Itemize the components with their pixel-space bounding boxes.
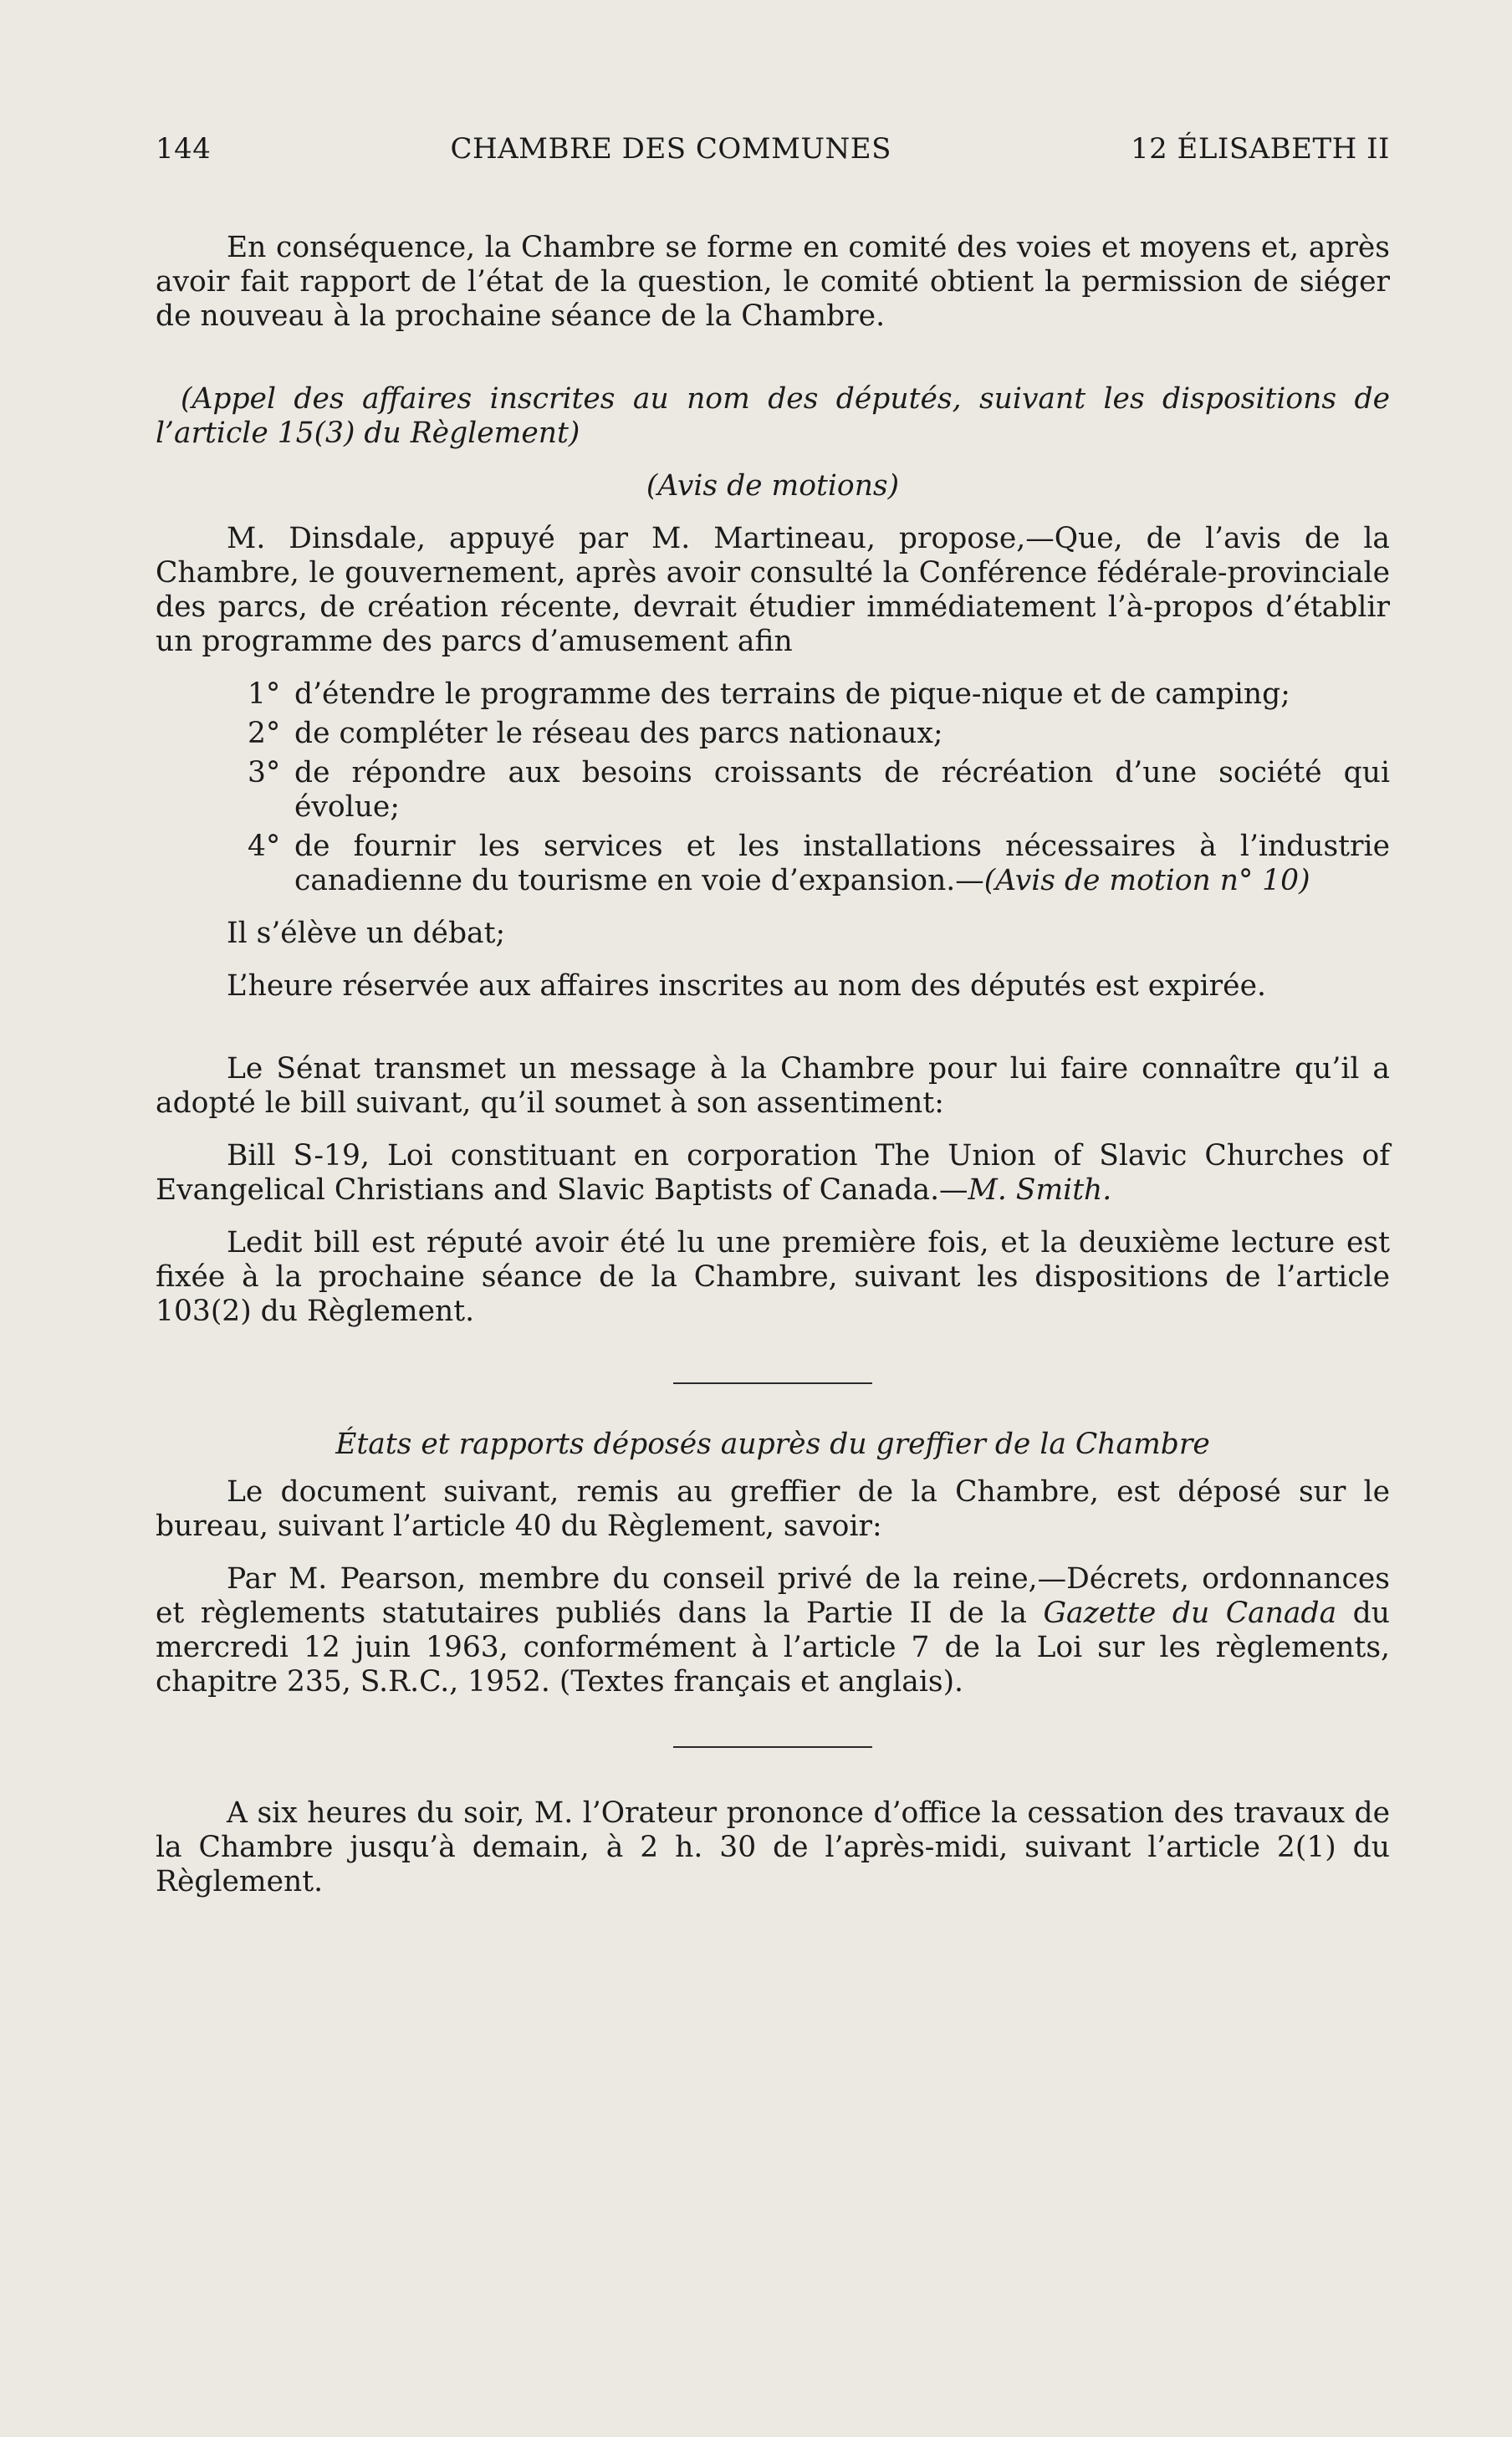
pearson-text-2: du mercredi 12 juin 1963, conformément à l’article 7 de la Loi sur les règlements, chapitre 235, S.R.C., 1952. (Textes français et anglais). [156,1597,1390,1699]
pearson-paragraph [156,1562,1390,1699]
list-item-text [294,830,1390,898]
bill-s19 [156,1139,1390,1208]
section-divider [673,1382,872,1384]
list-item [156,830,1390,898]
motion-reference: (Avis de motion n° 10) [983,864,1310,897]
section-divider [673,1746,872,1748]
page-number: 144 [156,132,212,166]
list-item-number: 1° [248,677,281,711]
list-item [156,717,1390,751]
avis-heading: (Avis de motions) [646,469,900,503]
paragraph-committee: En conséquence, la Chambre se forme en comité des voies et moyens et, après avoir fait rapport de l’état de la question, le comité obtient la permission de siéger de nouveau à la prochaine séance de la Chambre. [156,231,1390,333]
bill-text: Bill S-19, Loi constituant en corporation The Union of Slavic Churches of Evangelical Christians and Slavic Baptists of Canada.— [156,1139,1390,1207]
bill-reading-note: Ledit bill est réputé avoir été lu une première fois, et la deuxième lecture est fixée à la prochaine séance de la Chambre, suivant les dispositions de l’article 103(2) du Règlement. [156,1226,1390,1328]
bill-sponsor: M. Smith. [968,1173,1112,1207]
senate-message: Le Sénat transmet un message à la Chambre pour lui faire connaître qu’il a adopté le bill suivant, qu’il soumet à son assentiment: [156,1052,1390,1120]
list-item-text: d’étendre le programme des terrains de pique-nique et de camping; [294,677,1290,711]
list-item-number: 4° [248,830,281,863]
motion-intro: M. Dinsdale, appuyé par M. Martineau, propose,—Que, de l’avis de la Chambre, le gouvernement, après avoir consulté la Conférence fédérale-provinciale des parcs, de création récente, devrait étudier immédiatement l’à-propos d’établir un programme des parcs d’amusement afin [156,522,1390,658]
list-item-text: de répondre aux besoins croissants de récréation d’une société qui évolue; [294,756,1390,824]
document-tabled: Le document suivant, remis au greffier de la Chambre, est déposé sur le bureau, suivant l’article 40 du Règlement, savoir: [156,1475,1390,1543]
debate-note: Il s’élève un débat; [227,917,506,950]
page-title: CHAMBRE DES COMMUNES [450,132,891,166]
list-item [156,756,1390,825]
adjournment-paragraph: A six heures du soir, M. l’Orateur prononce d’office la cessation des travaux de la Chambre jusqu’à demain, à 2 h. 30 de l’après-midi, suivant l’article 2(1) du Règlement. [156,1796,1390,1898]
pearson-text-1: Par M. Pearson, membre du conseil privé de la reine,—Décrets, ordonnances et règlements statutaires publiés dans la Partie II de la [156,1562,1390,1630]
list-item-text: de compléter le réseau des parcs nationaux; [294,717,943,750]
list-item-number: 3° [248,756,281,789]
regnal-year: 12 ÉLISABETH II [1130,132,1390,166]
running-header [156,132,1390,166]
list-item [156,677,1390,712]
gazette-title: Gazette du Canada [1043,1597,1337,1630]
list-item-body: de fournir les services et les installations nécessaires à l’industrie canadienne du tourisme en voie d’expansion.— [294,830,1390,897]
time-expired-note: L’heure réservée aux affaires inscrites au nom des députés est expirée. [227,969,1266,1003]
section-heading-etats: États et rapports déposés auprès du greffier de la Chambre [335,1428,1210,1461]
list-item-number: 2° [248,717,281,750]
appel-note: (Appel des affaires inscrites au nom des députés, suivant les dispositions de l’article 15(3) du Règlement) [156,382,1390,450]
